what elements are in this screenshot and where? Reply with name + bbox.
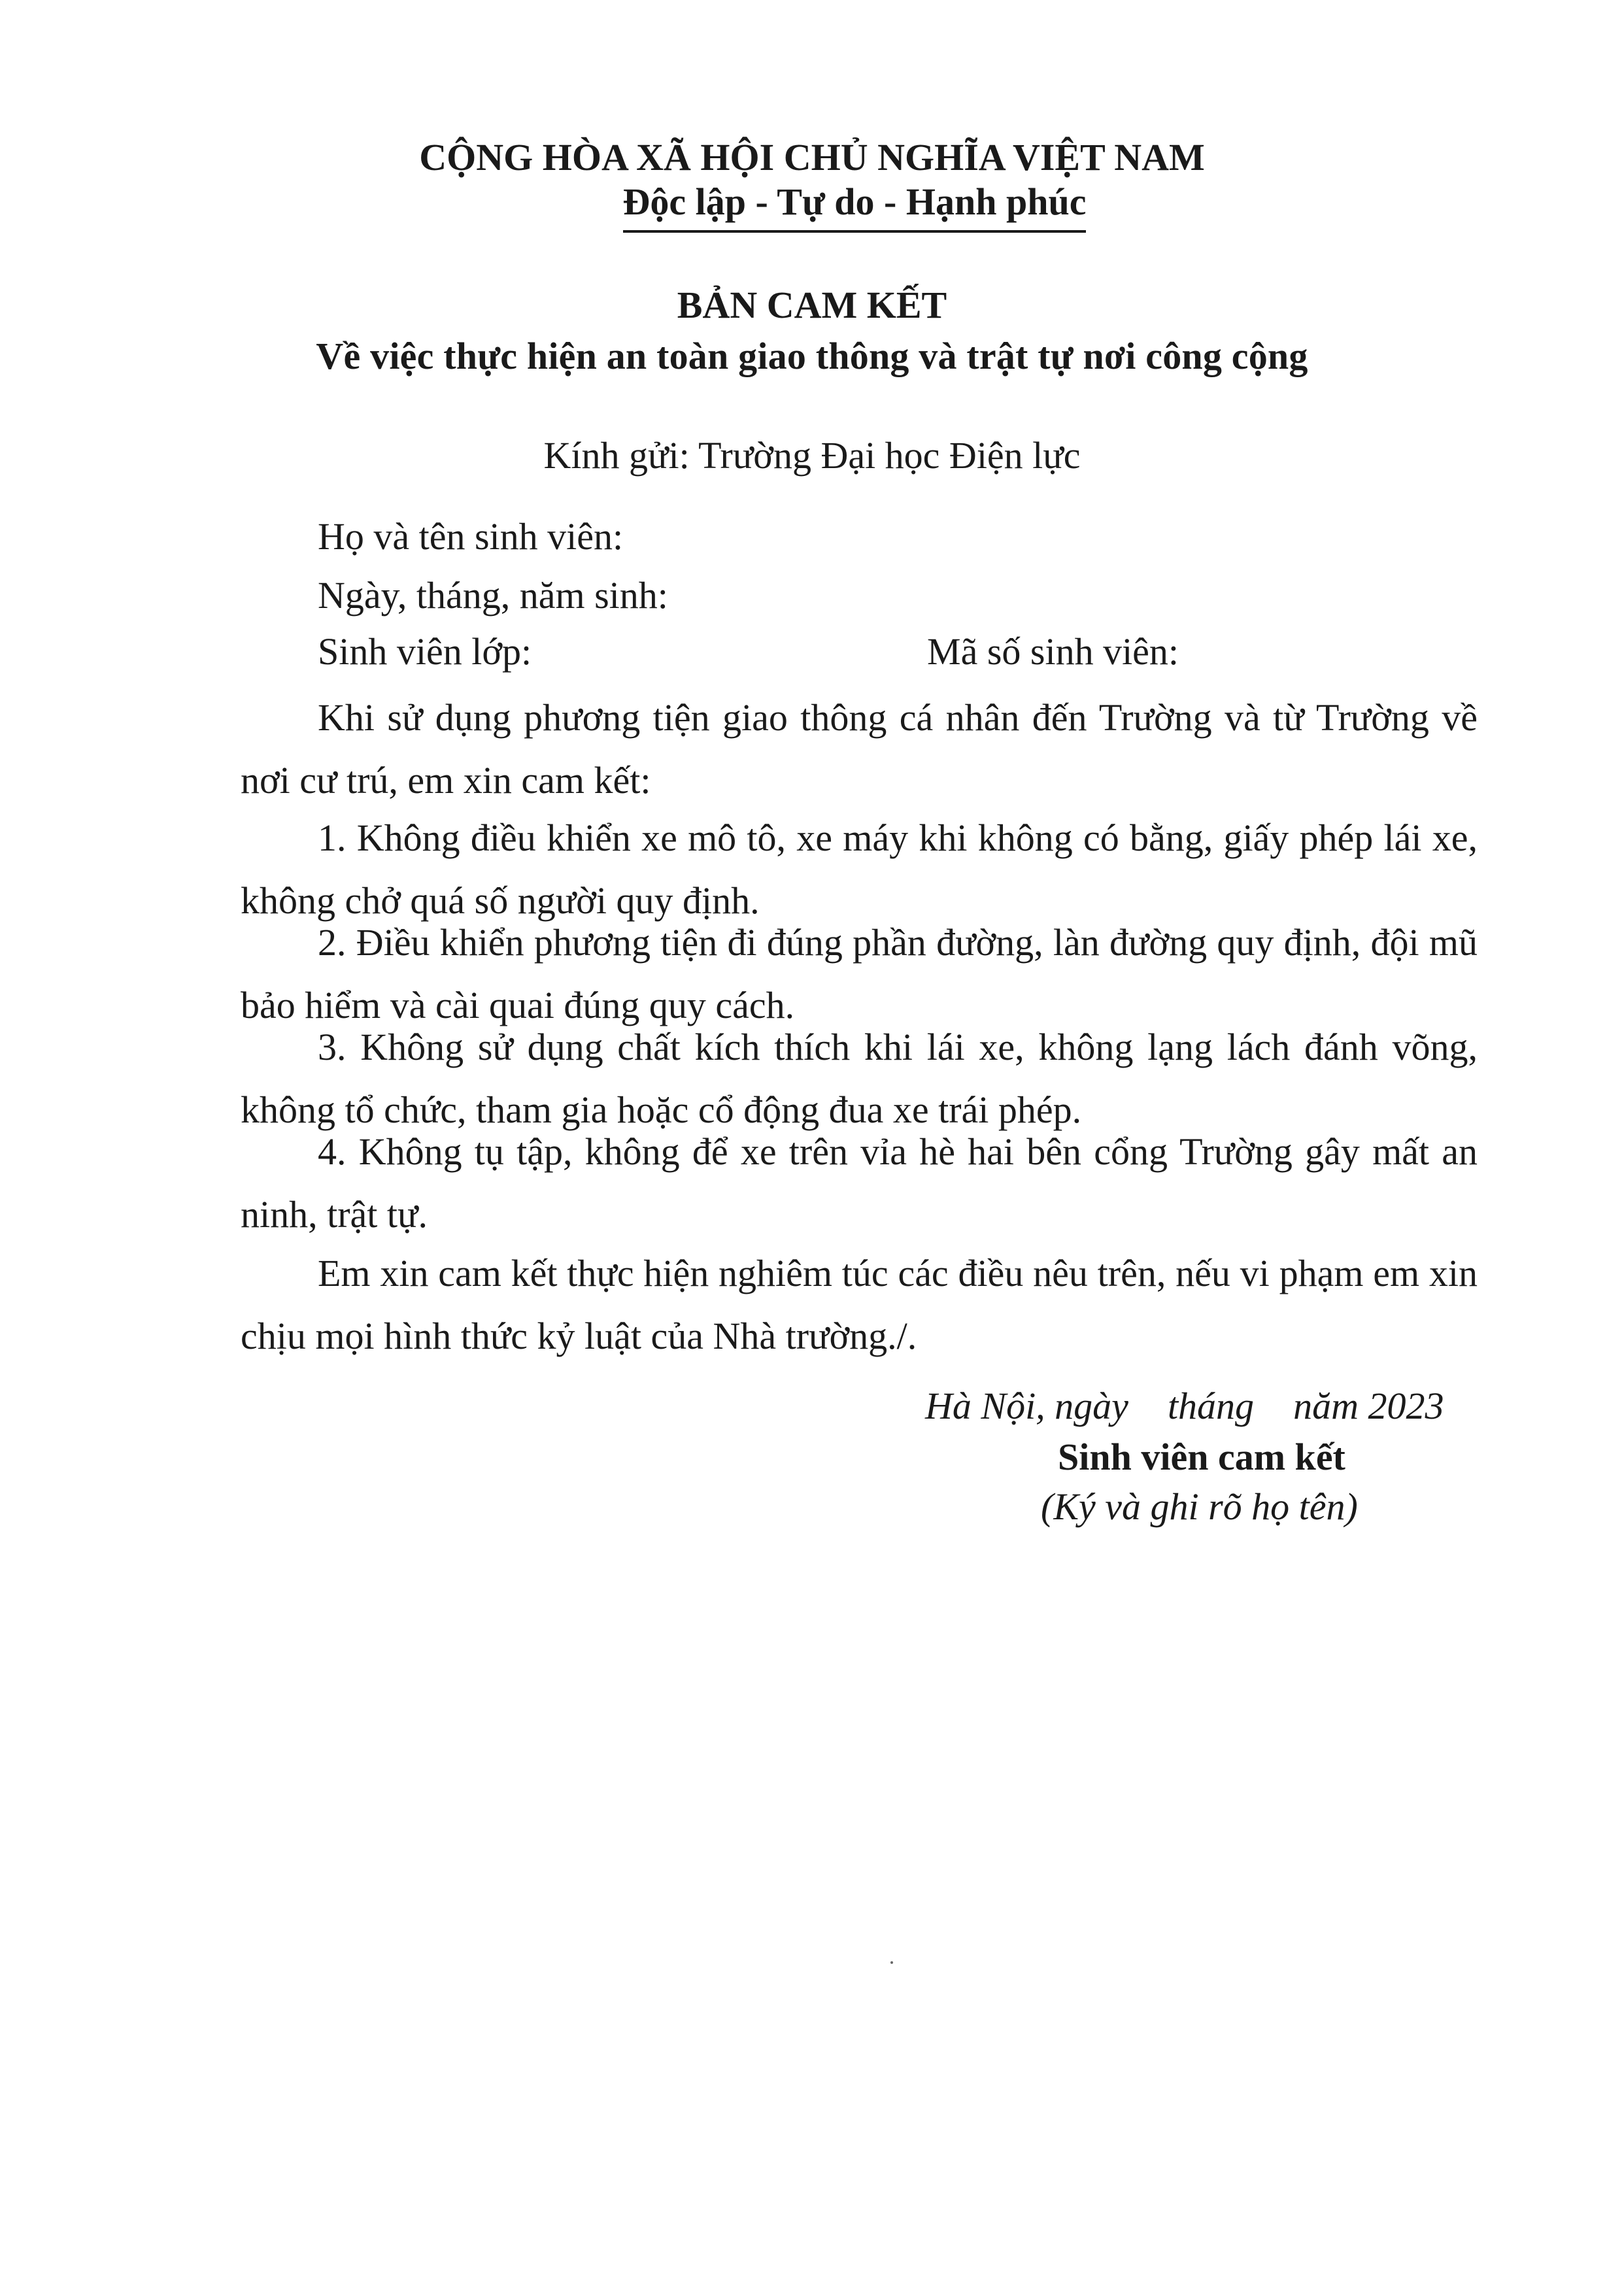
signer-label: Sinh viên cam kết	[1058, 1436, 1345, 1478]
date-month: tháng	[1167, 1385, 1255, 1427]
document-title: BẢN CAM KẾT	[677, 284, 947, 326]
field-class: Sinh viên lớp:	[318, 630, 532, 673]
commitment-item-1: 1. Không điều khiển xe mô tô, xe máy khi không có bằng, giấy phép lái xe, không chở quá số người quy định.	[241, 817, 1478, 922]
field-dob: Ngày, tháng, năm sinh:	[318, 574, 668, 616]
document-subtitle: Về việc thực hiện an toàn giao thông và trật tự nơi công cộng	[316, 335, 1308, 377]
scan-speck	[890, 1961, 893, 1964]
signature-note: (Ký và ghi rõ họ tên)	[1041, 1485, 1358, 1528]
date-year: năm 2023	[1293, 1385, 1444, 1427]
commitment-item-4: 4. Không tụ tập, không để xe trên vỉa hè hai bên cổng Trường gây mất an ninh, trật tự.	[241, 1130, 1478, 1236]
commitment-item-3: 3. Không sử dụng chất kích thích khi lái xe, không lạng lách đánh võng, không tổ chức, tham gia hoặc cổ động đua xe trái phép.	[241, 1026, 1478, 1131]
field-student-id: Mã số sinh viên:	[927, 630, 1179, 673]
field-name: Họ và tên sinh viên:	[318, 515, 624, 558]
recipient-line: Kính gửi: Trường Đại học Điện lực	[543, 434, 1081, 477]
date-place: Hà Nội, ngày	[925, 1385, 1128, 1427]
intro-paragraph: Khi sử dụng phương tiện giao thông cá nhân đến Trường và từ Trường về nơi cư trú, em xin cam kết:	[241, 696, 1478, 801]
motto-wrap	[0, 180, 1624, 233]
motto: Độc lập - Tự do - Hạnh phúc	[623, 183, 1087, 233]
commitment-item-2: 2. Điều khiển phương tiện đi đúng phần đường, làn đường quy định, đội mũ bảo hiểm và cài quai đúng quy cách.	[241, 921, 1478, 1026]
signature-date	[925, 1387, 1444, 1425]
country-header: CỘNG HÒA XÃ HỘI CHỦ NGHĨA VIỆT NAM	[419, 136, 1205, 178]
closing-paragraph: Em xin cam kết thực hiện nghiêm túc các điều nêu trên, nếu vi phạm em xin chịu mọi hình thức kỷ luật của Nhà trường./.	[241, 1252, 1478, 1357]
